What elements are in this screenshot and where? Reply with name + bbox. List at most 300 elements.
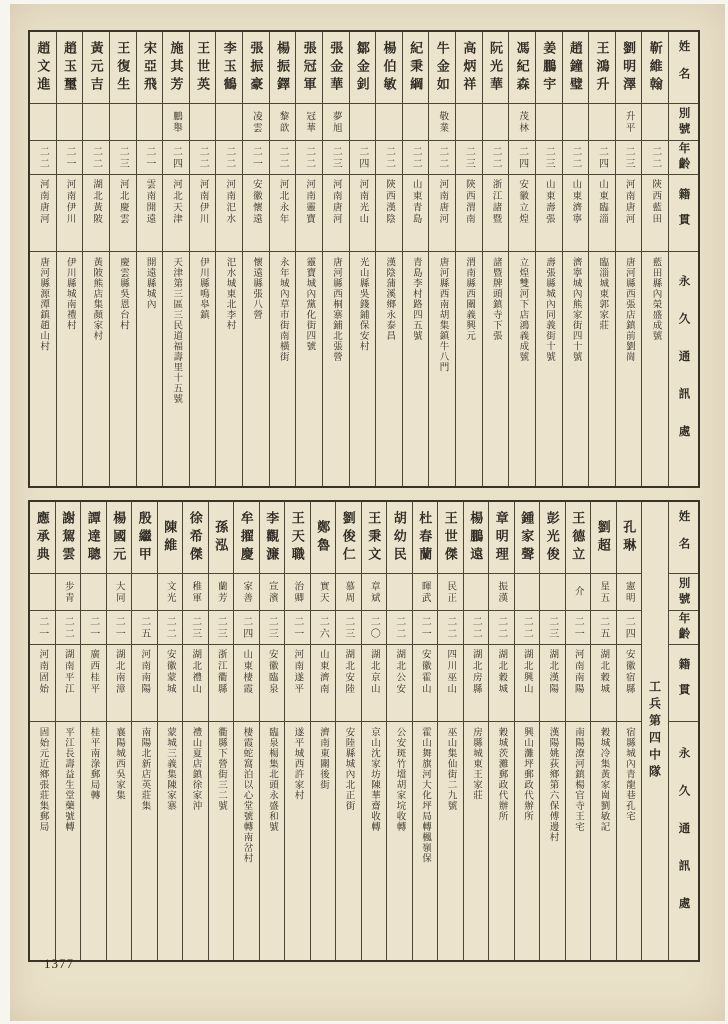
person-alias — [190, 104, 216, 141]
person-alias — [429, 104, 455, 141]
person-address-text: 永年城內草市街南橫街 — [277, 257, 288, 362]
person-alias — [110, 104, 136, 141]
person-age-text: 二一 — [572, 615, 584, 640]
person-alias — [323, 104, 349, 141]
person-address-text: 開遠縣城內 — [144, 257, 155, 310]
header-native-text: 籍貫 — [677, 187, 690, 239]
person-column — [402, 32, 429, 486]
person-alias — [260, 574, 285, 611]
person-address-text: 濟南東關後街 — [318, 727, 328, 790]
person-age-text: 二一 — [419, 615, 431, 640]
person-name-text: 紀秉綱 — [408, 40, 424, 95]
person-alias-text: 憲明 — [623, 580, 634, 604]
person-native-text: 河北永年 — [277, 179, 288, 225]
roster-table-bottom — [28, 500, 700, 962]
person-native — [209, 645, 234, 722]
person-name — [57, 32, 83, 104]
person-alias — [456, 104, 482, 141]
person-native — [270, 175, 296, 252]
person-age-text: 二二 — [444, 615, 456, 640]
person-address-text: 懷遠縣張八營 — [251, 257, 262, 320]
person-age-text: 二四 — [623, 615, 635, 640]
person-name-text: 李玉鶴 — [221, 40, 237, 95]
header-age-text: 年齡 — [677, 612, 690, 643]
person-alias-text: 茂林 — [517, 110, 528, 134]
person-name — [107, 502, 132, 574]
header-age — [669, 141, 698, 175]
person-age-text: 二二 — [569, 145, 581, 170]
person-age — [540, 611, 565, 645]
person-native — [260, 645, 285, 722]
person-name — [158, 502, 183, 574]
person-address-text: 衢縣下營街三二號 — [216, 727, 226, 811]
person-name — [190, 32, 216, 104]
person-name — [413, 502, 438, 574]
person-native — [376, 175, 402, 252]
person-age-text: 二二 — [90, 145, 102, 170]
person-native — [540, 645, 565, 722]
person-address — [285, 722, 310, 960]
person-name-text: 施其芳 — [168, 40, 184, 95]
person-age — [362, 611, 387, 645]
person-name-text: 杜春蘭 — [417, 510, 433, 565]
person-address — [132, 722, 157, 960]
person-address-text: 渭南縣西關義興元 — [464, 257, 475, 341]
person-address-text: 唐河縣西南胡集鎮牛八門 — [437, 257, 448, 373]
person-alias — [536, 104, 562, 141]
person-column — [109, 32, 136, 486]
person-name — [285, 502, 310, 574]
person-alias — [591, 574, 616, 611]
person-age — [376, 141, 402, 175]
person-name-text: 李觀濂 — [264, 510, 280, 565]
header-native — [669, 645, 698, 722]
person-age-text: 二二 — [276, 145, 288, 170]
person-age-text: 二五 — [597, 615, 609, 640]
person-age-text: 二二 — [410, 145, 422, 170]
person-age-text: 二三 — [623, 145, 635, 170]
person-age — [83, 141, 109, 175]
person-age — [566, 611, 591, 645]
person-column — [588, 32, 615, 486]
unit-label-text: 工兵第四中隊 — [647, 680, 662, 782]
person-age — [234, 611, 259, 645]
person-age-text: 二一 — [113, 615, 125, 640]
person-alias — [243, 104, 269, 141]
person-native-text: 河南汜水 — [224, 179, 235, 225]
person-column — [428, 32, 455, 486]
person-name — [438, 502, 463, 574]
person-name-text: 彭光俊 — [544, 510, 560, 565]
person-native-text: 安徽立煌 — [517, 179, 528, 225]
person-alias — [57, 104, 83, 141]
person-age — [438, 611, 463, 645]
person-name — [456, 32, 482, 104]
person-address — [376, 252, 402, 486]
person-address — [81, 722, 106, 960]
person-name-text: 鄭魯 — [315, 519, 331, 556]
person-address — [617, 722, 642, 960]
person-address-text: 唐河縣源潭鎮趙山村 — [38, 257, 49, 352]
person-address — [30, 252, 56, 486]
person-alias-text: 介 — [572, 586, 583, 598]
person-native — [107, 645, 132, 722]
person-column — [215, 32, 242, 486]
person-column — [641, 32, 668, 486]
person-age-text: 二五 — [138, 615, 150, 640]
person-column — [310, 502, 336, 960]
person-alias — [216, 104, 242, 141]
person-name-text: 孫泓 — [213, 519, 229, 556]
person-address — [509, 252, 535, 486]
person-native-text: 陝西漢陰 — [383, 179, 394, 225]
person-native — [216, 175, 242, 252]
person-age-text: 二二 — [197, 145, 209, 170]
person-column — [189, 32, 216, 486]
person-native-text: 湖北南漳 — [113, 649, 124, 695]
person-name-text: 鍾家聲 — [519, 510, 535, 565]
person-native-text: 山東臨淄 — [596, 179, 607, 225]
person-native — [616, 175, 642, 252]
person-address-text: 霍山舞旗河大化坪局轉楓嶺保 — [420, 727, 430, 864]
person-address — [158, 722, 183, 960]
person-address — [137, 252, 163, 486]
person-alias — [132, 574, 157, 611]
person-native — [483, 175, 509, 252]
person-alias — [376, 104, 402, 141]
person-address — [589, 252, 615, 486]
person-column — [335, 502, 361, 960]
person-address-text: 京山沈家坊陳華齋收轉 — [369, 727, 379, 832]
person-native — [30, 175, 56, 252]
person-age-text: 二三 — [546, 615, 558, 640]
person-native — [243, 175, 269, 252]
person-alias — [489, 574, 514, 611]
person-name — [323, 32, 349, 104]
person-native — [403, 175, 429, 252]
person-age-text: 二二 — [393, 615, 405, 640]
person-native — [617, 645, 642, 722]
person-alias — [403, 104, 429, 141]
person-name — [296, 32, 322, 104]
header-alias — [669, 574, 698, 611]
person-alias-text: 暉武 — [419, 580, 430, 604]
person-name-text: 楊鵬遠 — [468, 510, 484, 565]
person-native — [350, 175, 376, 252]
person-name — [489, 502, 514, 574]
person-column — [56, 32, 83, 486]
person-native — [183, 645, 208, 722]
person-address-text: 固始元近鄉張莊集郵局 — [37, 727, 48, 832]
person-native — [591, 645, 616, 722]
person-native — [57, 175, 83, 252]
person-alias-text: 冠華 — [304, 110, 315, 134]
person-alias — [107, 574, 132, 611]
person-name-text: 高炳祥 — [461, 40, 477, 95]
person-age-text: 二二 — [223, 145, 235, 170]
header-name — [669, 32, 698, 104]
person-name — [30, 32, 56, 104]
person-name-text: 牟擢慶 — [238, 510, 254, 565]
person-name — [350, 32, 376, 104]
person-native — [429, 175, 455, 252]
person-age-text: 二三 — [330, 145, 342, 170]
person-age-text: 二六 — [317, 615, 329, 640]
person-column — [361, 502, 387, 960]
person-name — [83, 32, 109, 104]
person-name — [617, 502, 642, 574]
person-address — [243, 252, 269, 486]
person-address-text: 壽張縣城內同義街十號 — [543, 257, 554, 362]
person-age — [456, 141, 482, 175]
person-name-text: 孔琳 — [621, 519, 637, 556]
person-native-text: 陝西藍田 — [650, 179, 661, 225]
person-age-text: 二一 — [291, 615, 303, 640]
person-address-text: 公安斑竹壋胡家垸收轉 — [394, 727, 405, 832]
person-native-text: 河南南陽 — [572, 649, 583, 695]
person-age-text: 二三 — [189, 615, 201, 640]
person-native — [285, 645, 310, 722]
person-address-text: 穀城冷集黃家崗劉敏記 — [598, 727, 609, 832]
person-age — [57, 141, 83, 175]
person-age — [110, 141, 136, 175]
person-address — [456, 252, 482, 486]
person-alias — [563, 104, 589, 141]
person-column — [182, 502, 208, 960]
person-column — [55, 502, 81, 960]
person-column — [615, 32, 642, 486]
person-address-text: 興山灘坪郵政代辦所 — [522, 727, 532, 822]
person-age — [216, 141, 242, 175]
header-name-text: 姓名 — [677, 40, 690, 95]
person-address-text: 平江長壽益生堂藥號轉 — [63, 727, 73, 832]
person-native-text: 湖北穀城 — [496, 649, 507, 695]
person-name-text: 王鴻升 — [594, 40, 610, 95]
person-name-text: 王復生 — [115, 40, 131, 95]
person-native-text: 湖北穀城 — [598, 649, 609, 695]
person-address-text: 靈寶城內黨化街四號 — [304, 257, 315, 352]
header-address-text: 永久通訊處 — [677, 747, 690, 935]
person-address — [83, 252, 109, 486]
person-name — [387, 502, 412, 574]
person-address-text: 黃陂熊店集顏家村 — [91, 257, 102, 341]
person-age — [270, 141, 296, 175]
person-column — [30, 502, 55, 960]
person-native — [190, 175, 216, 252]
person-address-text: 唐河縣西張店鎮前劉崗 — [623, 257, 634, 362]
person-age — [429, 141, 455, 175]
person-native-text: 浙江諸暨 — [490, 179, 501, 225]
person-address-text: 青島李村路四五號 — [410, 257, 421, 341]
person-address — [30, 722, 55, 960]
person-native — [56, 645, 81, 722]
person-native — [509, 175, 535, 252]
person-address — [403, 252, 429, 486]
person-alias-text: 大同 — [113, 580, 124, 604]
person-age — [483, 141, 509, 175]
person-native-text: 陝西渭南 — [463, 179, 474, 225]
person-address — [566, 722, 591, 960]
person-name-text: 陳維 — [162, 519, 178, 556]
person-alias-text: 治卿 — [292, 580, 303, 604]
person-name — [110, 32, 136, 104]
person-age-text: 二二 — [62, 615, 74, 640]
person-age — [209, 611, 234, 645]
person-alias-text: 升平 — [623, 110, 634, 134]
person-age-text: 二二 — [37, 145, 49, 170]
person-column — [539, 502, 565, 960]
person-alias — [56, 574, 81, 611]
person-name-text: 王世傑 — [442, 510, 458, 565]
person-age-text: 二一 — [63, 145, 75, 170]
person-column — [131, 502, 157, 960]
person-name — [591, 502, 616, 574]
person-address — [311, 722, 336, 960]
person-age — [132, 611, 157, 645]
person-column — [349, 32, 376, 486]
person-alias — [30, 104, 56, 141]
person-column — [295, 32, 322, 486]
person-native-text: 湖北黃陂 — [91, 179, 102, 225]
person-column — [80, 502, 106, 960]
person-native-text: 湖南平江 — [62, 649, 73, 695]
person-name-text: 謝駕雲 — [60, 510, 76, 565]
person-native-text: 山東壽張 — [543, 179, 554, 225]
person-age-text: 二一 — [87, 615, 99, 640]
person-alias-text: 家善 — [241, 580, 252, 604]
person-alias — [234, 574, 259, 611]
header-age — [669, 611, 698, 645]
person-column — [616, 502, 642, 960]
person-name — [30, 502, 55, 574]
person-column — [269, 32, 296, 486]
header-name — [669, 502, 698, 574]
person-native-text: 四川巫山 — [445, 649, 456, 695]
person-alias-text: 稚軍 — [190, 580, 201, 604]
person-address — [642, 252, 668, 486]
person-age — [56, 611, 81, 645]
person-alias — [163, 104, 189, 141]
person-name — [56, 502, 81, 574]
person-native-text: 河北天津 — [170, 179, 181, 225]
person-name-text: 劉超 — [595, 519, 611, 556]
person-address-text: 立煌雙河下店鴻義成號 — [517, 257, 528, 362]
person-native — [163, 175, 189, 252]
person-native — [132, 645, 157, 722]
person-address — [563, 252, 589, 486]
person-age-text: 二二 — [383, 145, 395, 170]
person-address — [489, 722, 514, 960]
person-alias-text: 慕周 — [343, 580, 354, 604]
person-age — [323, 141, 349, 175]
person-column — [162, 32, 189, 486]
person-name — [234, 502, 259, 574]
person-native-text: 湖北興山 — [521, 649, 532, 695]
person-native — [489, 645, 514, 722]
person-alias-text: 民正 — [445, 580, 456, 604]
person-native — [438, 645, 463, 722]
person-column — [82, 32, 109, 486]
person-age — [509, 141, 535, 175]
person-column — [136, 32, 163, 486]
person-name — [243, 32, 269, 104]
person-address — [387, 722, 412, 960]
person-age-text: 二三 — [342, 615, 354, 640]
person-address-text: 天津第三區三民道福壽里十五號 — [171, 257, 182, 404]
person-age-text: 二二 — [489, 145, 501, 170]
person-native-text: 湖北京山 — [368, 649, 379, 695]
person-address — [362, 722, 387, 960]
person-native-text: 安徽懷遠 — [250, 179, 261, 225]
person-age — [536, 141, 562, 175]
person-address-text: 臨淄城東郭家莊 — [597, 257, 608, 331]
person-address-text: 南陽潦河鎮楊官寺王宅 — [573, 727, 583, 832]
person-alias — [270, 104, 296, 141]
person-native — [387, 645, 412, 722]
person-name-text: 楊國元 — [111, 510, 127, 565]
person-address-text: 汜水城東北李村 — [224, 257, 235, 331]
person-age — [464, 611, 489, 645]
person-alias — [81, 574, 106, 611]
person-age — [30, 141, 56, 175]
header-address-text: 永久通訊處 — [677, 275, 690, 463]
person-name — [336, 502, 361, 574]
person-alias — [285, 574, 310, 611]
person-age-text: 二二 — [649, 145, 661, 170]
person-name-text: 譚達聰 — [85, 510, 101, 565]
person-alias — [589, 104, 615, 141]
person-column — [106, 502, 132, 960]
person-age — [285, 611, 310, 645]
header-alias — [669, 104, 698, 141]
person-column — [259, 502, 285, 960]
person-alias-text: 凌雲 — [250, 110, 261, 134]
person-age — [591, 611, 616, 645]
person-native — [323, 175, 349, 252]
person-native-text: 河南南陽 — [139, 649, 150, 695]
person-name — [362, 502, 387, 574]
person-name — [260, 502, 285, 574]
person-address-text: 穀城茨灘郵政代辦所 — [496, 727, 507, 822]
person-native-text: 河南唐河 — [623, 179, 634, 225]
person-age — [515, 611, 540, 645]
person-native-text: 安徽蒙城 — [164, 649, 175, 695]
person-address-text: 襄陽城西吳家集 — [114, 727, 124, 801]
person-name-text: 宋亞飛 — [141, 40, 157, 95]
person-address — [350, 252, 376, 486]
person-name-text: 胡幼民 — [391, 510, 407, 565]
person-native-text: 河南唐河 — [437, 179, 448, 225]
person-alias-text: 文光 — [164, 580, 175, 604]
person-alias — [137, 104, 163, 141]
header-alias-text: 別號 — [677, 106, 690, 138]
person-age-text: 二〇 — [368, 615, 380, 640]
person-address — [464, 722, 489, 960]
person-column — [30, 32, 56, 486]
person-address-text: 安陸縣城內北正街 — [343, 727, 354, 811]
person-alias-text: 步青 — [62, 580, 73, 604]
person-name-text: 趙玉璽 — [61, 40, 77, 95]
person-age-text: 二四 — [516, 145, 528, 170]
person-name — [464, 502, 489, 574]
person-alias-text: 鵬舉 — [170, 110, 181, 134]
person-name-text: 趙鐘璧 — [567, 40, 583, 95]
person-alias-text: 星五 — [598, 580, 609, 604]
person-name-text: 姜鵬宇 — [541, 40, 557, 95]
person-address — [163, 252, 189, 486]
person-native — [311, 645, 336, 722]
person-alias-text: 夢旭 — [330, 110, 341, 134]
